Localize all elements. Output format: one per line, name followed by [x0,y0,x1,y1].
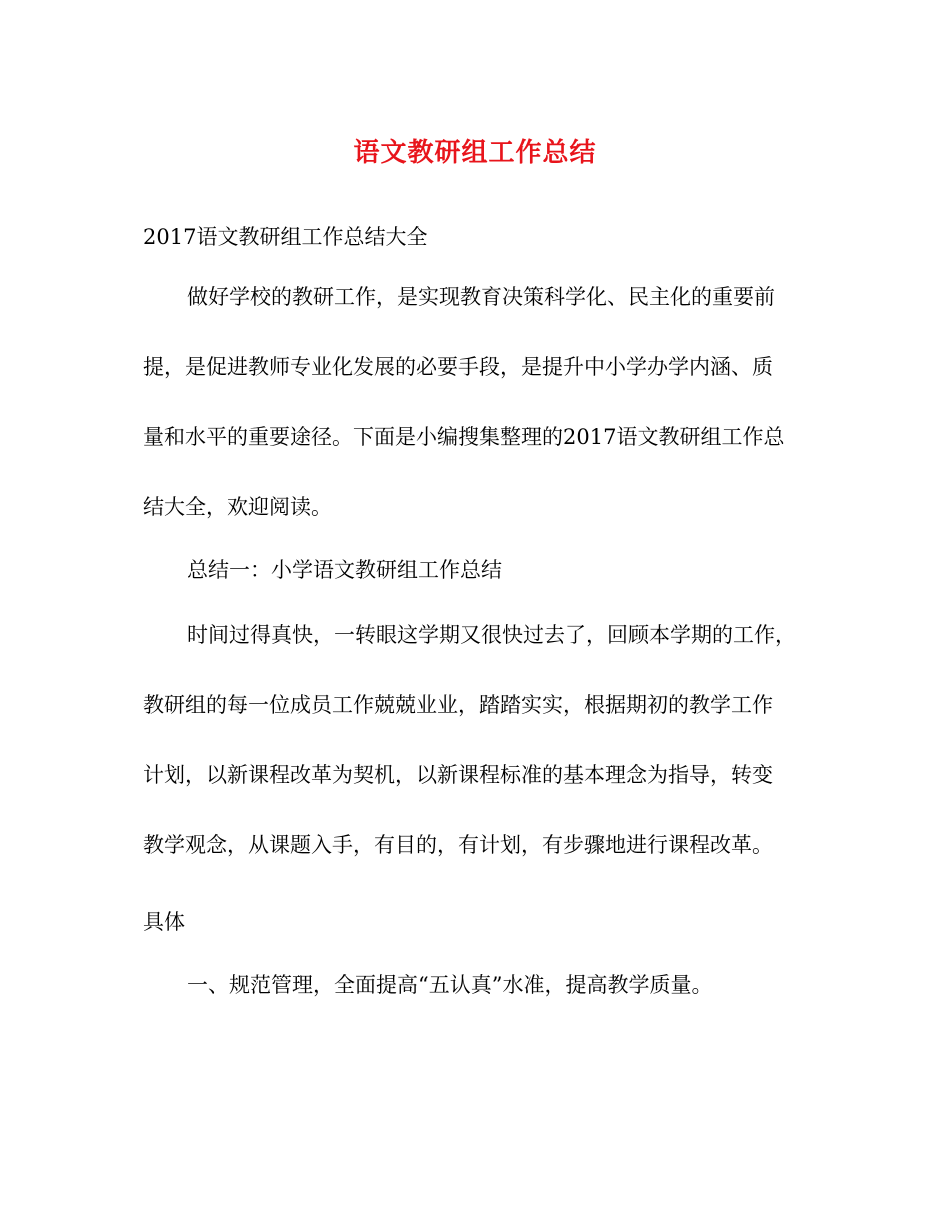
paragraph-line: 计划，以新课程改革为契机，以新课程标准的基本理念为指导，转变 [143,763,773,787]
section-heading: 总结一：小学语文教研组工作总结 [187,558,502,582]
paragraph-line: 具体 [143,910,185,934]
paragraph-line: 结大全，欢迎阅读。 [143,495,332,519]
section-heading: 一、规范管理，全面提高“五认真”水准，提高教学质量。 [187,973,713,997]
paragraph-line: 教研组的每一位成员工作兢兢业业，踏踏实实，根据期初的教学工作 [143,693,773,717]
document-title: 语文教研组工作总结 [353,138,597,168]
paragraph-line: 做好学校的教研工作，是实现教育决策科学化、民主化的重要前 [187,285,775,309]
paragraph-line: 时间过得真快，一转眼这学期又很快过去了，回顾本学期的工作， [187,623,796,647]
paragraph-line: 提，是促进教师专业化发展的必要手段，是提升中小学办学内涵、质 [143,355,773,379]
paragraph-line: 教学观念，从课题入手，有目的，有计划，有步骤地进行课程改革。 [143,833,773,857]
paragraph-line: 量和水平的重要途径。下面是小编搜集整理的2017语文教研组工作总 [143,425,785,449]
subtitle-line: 2017语文教研组工作总结大全 [143,225,428,249]
